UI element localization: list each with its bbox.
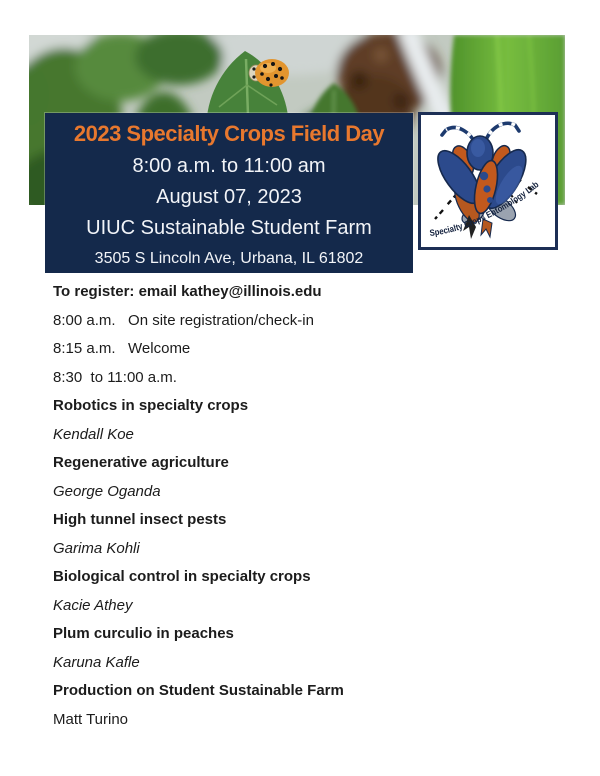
session-title: Plum curculio in peaches	[53, 625, 234, 642]
speaker-name: Karuna Kafle	[53, 653, 140, 671]
event-banner	[45, 113, 413, 273]
event-venue: UIUC Sustainable Student Farm	[86, 217, 372, 239]
session-title: Production on Student Sustainable Farm	[53, 682, 344, 699]
session-title: Biological control in specialty crops	[53, 568, 311, 585]
speaker-name: George Oganda	[53, 482, 161, 500]
speaker-name: Garima Kohli	[53, 539, 140, 557]
schedule-item: 8:00 a.m. On site registration/check-in	[53, 311, 314, 329]
schedule-item: 8:15 a.m. Welcome	[53, 340, 191, 357]
event-time: 8:00 a.m. to 11:00 am	[132, 155, 326, 177]
speaker-name: Kacie Athey	[53, 596, 133, 614]
schedule-item: 8:30 to 11:00 a.m.	[53, 368, 177, 386]
session-title: High tunnel insect pests	[53, 511, 227, 528]
speaker-name: Kendall Koe	[53, 425, 134, 443]
moth-logo-icon	[421, 115, 555, 247]
logo-label: Specialty Crops Entomology Lab	[428, 178, 542, 239]
event-title: 2023 Specialty Crops Field Day	[73, 121, 385, 146]
register-line: To register: email kathey@illinois.edu	[53, 283, 322, 300]
event-date: August 07, 2023	[156, 186, 302, 208]
speaker-name: Matt Turino	[53, 710, 129, 728]
session-title: Regenerative agriculture	[53, 454, 229, 471]
entomology-lab-logo	[418, 112, 558, 250]
session-title: Robotics in specialty crops	[53, 397, 249, 414]
schedule-list	[53, 284, 553, 740]
event-address: 3505 S Lincoln Ave, Urbana, IL 61802	[94, 250, 364, 267]
